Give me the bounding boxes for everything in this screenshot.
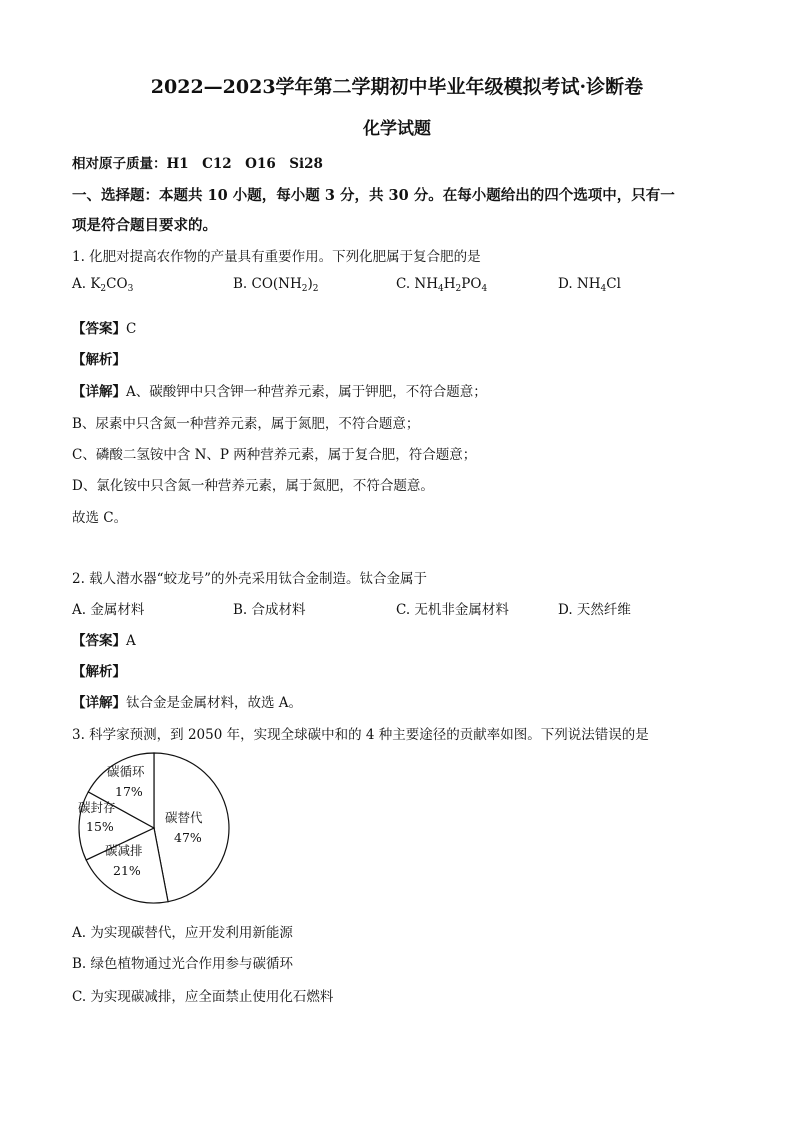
q1-detail-a [72, 380, 487, 400]
q3-option-b: B. 绿色植物通过光合作用参与碳循环 [72, 956, 294, 972]
q1-detail-a-text: A、碳酸钾中只含钾一种营养元素，属于钾肥，不符合题意； [126, 384, 487, 400]
q1-conclusion: 故选 C。 [72, 510, 128, 526]
pie-label-carbon-cycle: 碳循环 [107, 764, 145, 779]
q2-option-a: A. 金属材料 [72, 602, 145, 618]
q1-answer [72, 317, 136, 337]
q1-option-a: A. $K_2CO_3$ [72, 276, 134, 294]
exam-title: 2022—2023学年第二学期初中毕业年级模拟考试·诊断卷 [150, 76, 644, 98]
carbon-neutral-pie-chart [70, 752, 240, 907]
q1-option-d: D. $NH_4Cl$ [558, 276, 621, 294]
q2-detail [72, 691, 302, 711]
pie-value-carbon-cycle: 17% [115, 784, 143, 799]
q2-option-d: D. 天然纤维 [558, 602, 631, 618]
detail-label: 【详解】 [72, 695, 126, 711]
detail-label: 【详解】 [72, 384, 126, 400]
pie-label-carbon-storage: 碳封存 [78, 800, 116, 815]
q2-answer [72, 629, 136, 649]
q2-detail-text: 钛合金是金属材料，故选 A。 [126, 695, 303, 711]
q2-stem: 2. 载人潜水器“蛟龙号”的外壳采用钛合金制造。钛合金属于 [72, 571, 427, 587]
pie-label-carbon-substitution: 碳替代 [165, 810, 203, 825]
q3-option-c: C. 为实现碳减排，应全面禁止使用化石燃料 [72, 989, 334, 1005]
q3-option-a: A. 为实现碳替代，应开发利用新能源 [72, 925, 293, 941]
pie-value-carbon-reduction: 21% [113, 863, 141, 878]
q3-stem: 3. 科学家预测，到 2050 年，实现全球碳中和的 4 种主要途径的贡献率如图。下列说法错误的是 [72, 727, 649, 743]
q2-answer-value: A [126, 633, 136, 649]
section-heading-line1: 一、选择题：本题共 10 小题，每小题 3 分，共 30 分。在每小题给出的四个选项中，只有一 [72, 187, 675, 204]
q1-answer-value: C [126, 321, 137, 337]
answer-label: 【答案】 [72, 321, 126, 337]
q1-detail-c: C、磷酸二氢铵中含 N、P 两种营养元素，属于复合肥，符合题意； [72, 447, 477, 463]
pie-slice-carbon-substitution [154, 753, 229, 902]
pie-label-carbon-reduction: 碳减排 [105, 843, 143, 858]
pie-value-carbon-substitution: 47% [174, 830, 202, 845]
q1-stem: 1. 化肥对提高农作物的产量具有重要作用。下列化肥属于复合肥的是 [72, 249, 481, 265]
answer-label: 【答案】 [72, 633, 126, 649]
q1-option-b: B. $CO(NH_2)_2$ [233, 276, 319, 294]
q1-option-c: C. $NH_4H_2PO_4$ [396, 276, 488, 294]
q2-option-c: C. 无机非金属材料 [396, 602, 509, 618]
exam-subtitle: 化学试题 [363, 119, 431, 139]
q2-analysis: 【解析】 [72, 664, 126, 680]
q1-detail-b: B、尿素中只含氮一种营养元素，属于氮肥，不符合题意； [72, 416, 420, 432]
q1-analysis: 【解析】 [72, 352, 126, 368]
section-heading-line2: 项是符合题目要求的。 [72, 217, 217, 234]
pie-value-carbon-storage: 15% [86, 819, 114, 834]
q1-detail-d: D、氯化铵中只含氮一种营养元素，属于氮肥，不符合题意。 [72, 478, 434, 494]
atomic-mass: 相对原子质量：H1 C12 O16 Si28 [72, 156, 323, 172]
q2-option-b: B. 合成材料 [233, 602, 306, 618]
